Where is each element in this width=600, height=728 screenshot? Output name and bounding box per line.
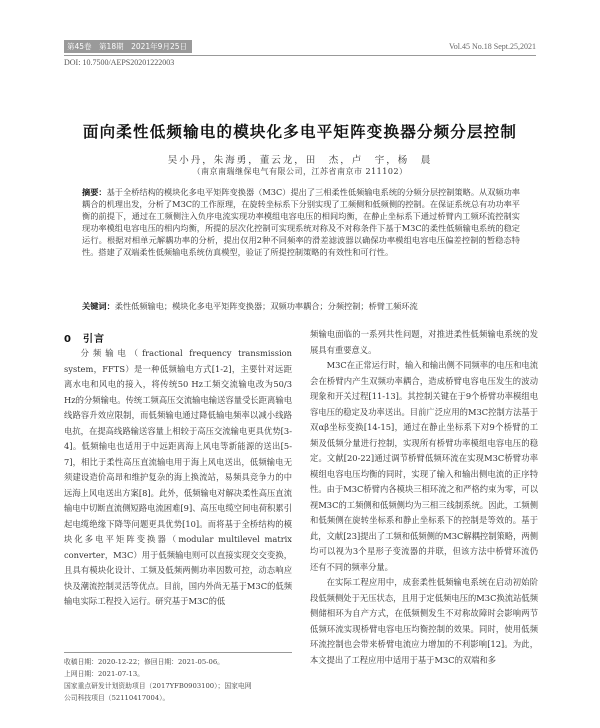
abstract-label: 摘要：: [82, 187, 107, 197]
paragraph: 在实际工程应用中，成套柔性低频输电系统在启动初始阶段低频侧处于无压状态，且用于定低频电压的M3C换流站低频侧储相环为自产方式，在低频侧发生不对称故障时会影响两节低频环流实现桥臂电容电压均衡控制的效果。同时，使用低频环流控制也会带来桥臂电流应力增加的不利影响[12]。为此，本文提出了工程应用中适用于基于M3C的双端和多: [310, 577, 538, 665]
paper-title: 面向柔性低频输电的模块化多电平矩阵变换器分频分层控制: [82, 123, 518, 141]
left-column: [64, 346, 292, 610]
footnote-fund-cont: 公司科技项目（52110417004）。: [64, 694, 170, 702]
footnote-fund: 国家重点研发计划资助项目（2017YFB0903100）；国家电网: [64, 682, 252, 690]
affiliation: （南京南瑞继保电气有限公司，江苏省南京市 211102）: [192, 167, 408, 176]
abstract: [82, 186, 520, 258]
footnote-received: 收稿日期：2020-12-22；修回日期：2021-05-06。: [64, 658, 224, 666]
keywords-text: 柔性低频输电；模块化多电平矩阵变换器；双频功率耦合；分频控制；桥臂工频环流: [114, 301, 418, 311]
journal-volume-info: Vol.45 No.18 Sept.25,2021: [449, 42, 536, 51]
footnote-divider: [64, 652, 292, 653]
paragraph: M3C在正常运行时，输入和输出侧不同频率的电压和电流会在桥臂内产生双频功率耦合，造成桥臂电容电压发生的波动现象和开关过程[11-13]。其控制关键在于9个桥臂功率模组电容电压的稳定及功率送出。目前广泛应用的M3C控制方法基于双αβ坐标变换[14-15]，通过在静止坐标系下对9个桥臂的工频及低频分量进行控制，实现所有桥臂功率模组电容电压的稳定。文献[20-22]通过调节桥臂低频环流在实现M3C桥臂功率模组电容电压均衡的同时，实现了输入和输出侧电流的正序特性。由于M3C桥臂内各模块三相环流之和严格约束为零，可以视M3C的工频侧和低频侧均为三相三线制系统。因此，工频侧和低频侧在旋转坐标系和静止坐标系下的控制是等效的。基于此，文献[23]提出了工频和低频侧的M3C解耦控制策略，两侧均可以视为3个星形子变流器的并联，但该方法中桥臂环流仍还有不同的频率分量。: [310, 360, 538, 572]
section-title-introduction: 0 引言: [64, 334, 105, 345]
abstract-text: 基于全桥结构的模块化多电平矩阵变换器（M3C）提出了三相柔性低频输电系统的分频分层控制策略。从双频功率耦合的机理出发，分析了M3C的工作原理，在旋转坐标系下分别实现了工频侧和低频侧的控制。在保证系统总有功功率平衡的前提下，通过在工频侧注入负序电流实现功率模组电容电压的相间均衡，在静止坐标系下通过桥臂内工频环流控制实现功率模组电容电压的相内均衡，所提的层次化控制可实现系统对称及不对称条件下基于M3C的柔性低频输电系统的稳定运行。根据对相单元解耦功率的分析，提出仅用2种不同频率的滑差滤波器以确保功率模组电容电压偏差控制的暂稳态特性。搭建了双端柔性低频输电系统仿真模型，验证了所提控制策略的有效性和可行性。: [82, 187, 520, 257]
doi-link[interactable]: DOI: 10.7500/AEPS20201222003: [64, 58, 175, 67]
right-column: [310, 327, 538, 668]
footnote-online: 上网日期：2021-07-13。: [64, 670, 144, 678]
issue-banner: 第45卷 第18期 2021年9月25日: [64, 40, 192, 53]
keywords: [82, 300, 520, 312]
keywords-label: 关键词：: [82, 301, 115, 311]
paragraph: 频输电面临的一系列共性问题，对推进柔性低频输电系统的发展具有重要意义。: [310, 329, 538, 355]
footnotes: [64, 656, 292, 704]
header-divider: [64, 55, 536, 56]
author-list: 吴小丹，朱海勇，董云龙，田 杰，卢 宇，杨 晨: [167, 155, 433, 166]
paragraph: 分频输电（fractional frequency transmission system，FFTS）是一种低频输电方式[1-2]，主要针对远距离水电和风电的接入，将传统50 Hz工频交流输电改为50/3 Hz的分频输电。传统工频高压交流输电输送容量受长距离输电线路容升效应限制，而低频输电通过降低输电频率以减小线路电抗，在提高线路输送容量上相较于高压交流输电更具优势[3-4]。低频输电也适用于中远距离海上风电等新能源的送出[5-7]，相比于柔性高压直流输电用于海上风电送出，低频输电无须建设造价高昂和维护复杂的海上换流站，易频具竞争力的中远海上风电送出方案[8]。此外，低频输电对解决柔性高压直流输电中切断直流侧短路电流困难[9]、高压电缆空间电荷积累引起电缆绝缘下降等问题更具优势[10]。而将基于全桥结构的模块化多电平矩阵变换器（modular multilevel matrix converter，M3C）用于低频输电则可以直接实现交交变换，且具有模块化设计、工频及低频两侧功率因数可控，动态响应快及潮流控制灵活等优点。目前，国内外尚无基于M3C的低频输电实际工程投入运行。研究基于M3C的低: [64, 348, 292, 606]
